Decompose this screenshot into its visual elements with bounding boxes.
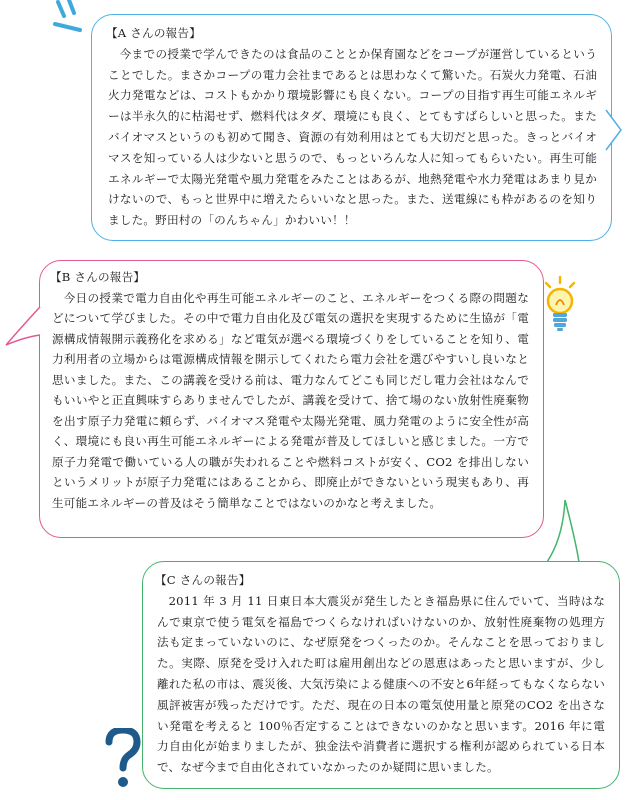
question-mark-icon (103, 728, 143, 792)
report-bubble-a (91, 14, 612, 241)
bubble-a-tail (605, 108, 625, 168)
lightbulb-icon (540, 275, 580, 337)
report-c-heading: 【C さんの報告】 (155, 573, 251, 587)
report-a-heading: 【A さんの報告】 (106, 26, 202, 40)
report-b-body: 今日の授業で電力自由化や再生可能エネルギーのこと、エネルギーをつくる際の問題などについて学びました。その中で電力自由化及び電気の選択を実現するために生協が「電源構成情報開示義務化を求める」など電気が選べる環境づくりをしていることを知り、電力利用者の立場からは電源構成情報を開示してくれたら電力会社を選びやすいし良いなと思いました。また、この講義を受ける前は、電力なんてどこも同じだし電力会社はなんでもいいやと正直興味すらありませんでしたが、講義を受けて、捨て場のない放射性廃棄物を出す原子力発電に頼らず、バイオマス発電や太陽光発電、風力発電のように安全性が高く、環境にも良い再生可能エネルギーによる発電が普及してほしいと感じました。一方で原子力発電で働いている人の職が失われることや燃料コストが安く、CO2 を排出しないというメリットが原子力発電にはあることから、即廃止ができないという現実もあり、再生可能エネルギーの普及はそう簡単なことではないのかなと考えました。 (52, 290, 529, 510)
report-b-heading: 【B さんの報告】 (50, 270, 146, 284)
bubble-c-tail (545, 498, 585, 564)
report-bubble-b (39, 260, 544, 538)
report-bubble-c (142, 561, 620, 789)
report-c-body: 2011 年 3 月 11 日東日本大震災が発生したとき福島県に住んでいて、当時はなんで東京で使う電気を福島でつくらなければいけないのか、放射性廃棄物の処理方法も定まっていないのに、なぜ原発をつくったのか。そんなことを思っておりました。実際、原発を受け入れた町は雇用創出などの恩恵はあったと思いますが、少し離れた私の市は、震災後、大気汚染による健康への不安と6年経ってもなくならない風評被害が残っただけです。ただ、現在の日本の電気使用量と原発のCO2 を出さない発電を考えると 100％否定することはできないのかなと思います。2016 年に電力自由化が始まりましたが、独金法や消費者に選択する権利が認められている日本で、なぜ今まで自由化されていなかったのか疑問に思いました。 (157, 593, 605, 775)
report-a-body: 今までの授業で学んできたのは食品のこととか保育園などをコープが運営しているということでした。まさかコープの電力会社まであるとは思わなくて驚いた。石炭火力発電、石油火力発電などは、コストもかかり環境影響にも良くない。コープの目指す再生可能エネルギーは半永久的に枯渇せず、燃料代はタダ、環境にも良く、とてもすばらしいと思った。またバイオマスというのも初めて聞き、資源の有効利用はとても大切だと思った。きっとバイオマスを知っている人は少ないと思うので、もっといろんな人に知ってもらいたい。再生可能エネルギーで太陽光発電や風力発電をみたことはあるが、地熱発電や水力発電はあまり見かけないので、もっと世界中に増えたらいいなと思った。また、送電線にも枠があるのを知りました。野田村の「のんちゃん」かわいい！！ (108, 46, 597, 228)
bubble-b-tail (5, 305, 45, 355)
